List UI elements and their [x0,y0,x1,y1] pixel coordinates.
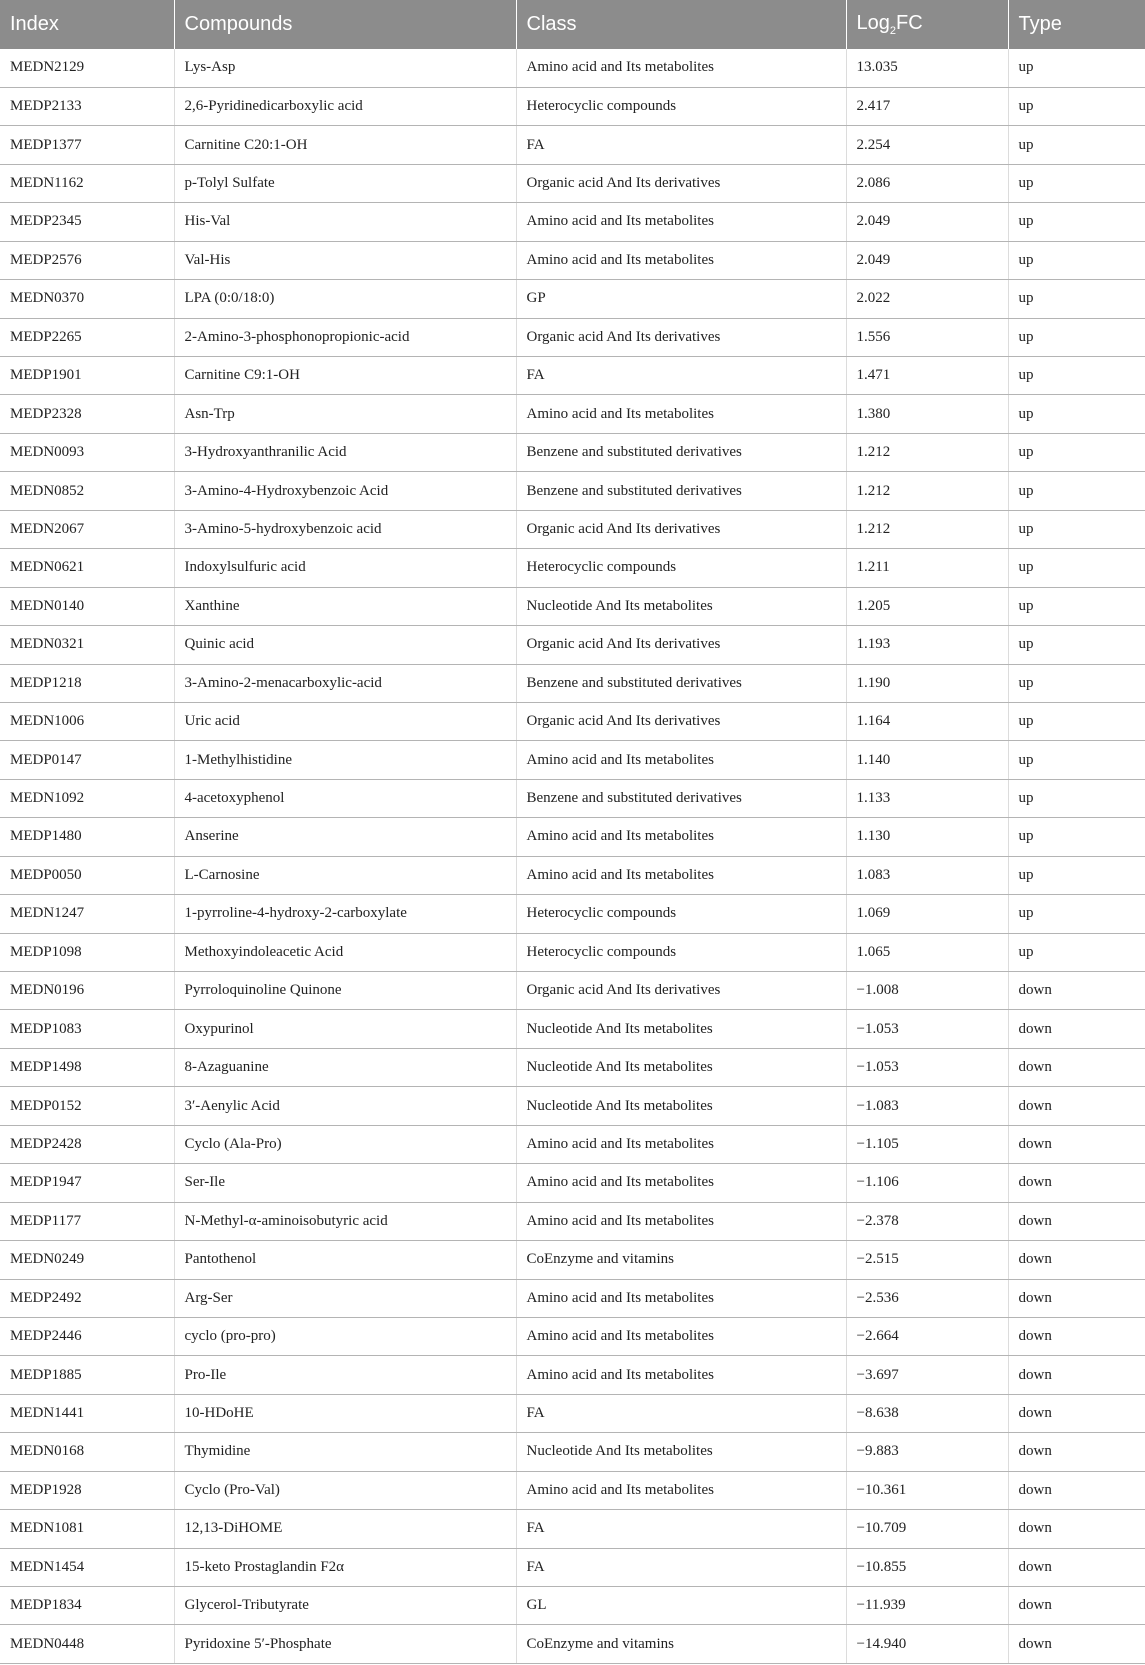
cell-type: down [1008,1548,1145,1586]
cell-log2fc: 2.086 [846,164,1008,202]
cell-class: FA [516,357,846,395]
header-log2fc-prefix: Log [856,12,890,34]
table-row [0,1048,1145,1086]
cell-type: down [1008,1356,1145,1394]
cell-type: up [1008,779,1145,817]
table-body [0,49,1145,1663]
cell-compound: 10-HDoHE [174,1394,516,1432]
table-row [0,87,1145,125]
cell-compound: Xanthine [174,587,516,625]
cell-type: up [1008,741,1145,779]
table-row [0,972,1145,1010]
table-row [0,164,1145,202]
cell-log2fc: −2.664 [846,1317,1008,1355]
cell-class: Amino acid and Its metabolites [516,203,846,241]
cell-compound: 15-keto Prostaglandin F2α [174,1548,516,1586]
cell-index: MEDN0140 [0,587,174,625]
cell-index: MEDN0621 [0,549,174,587]
cell-index: MEDN0168 [0,1433,174,1471]
cell-type: up [1008,87,1145,125]
cell-log2fc: −1.106 [846,1164,1008,1202]
cell-compound: Indoxylsulfuric acid [174,549,516,587]
cell-index: MEDN1006 [0,702,174,740]
cell-type: up [1008,357,1145,395]
table-row [0,318,1145,356]
cell-compound: Thymidine [174,1433,516,1471]
cell-index: MEDN2067 [0,510,174,548]
cell-compound: Anserine [174,818,516,856]
cell-type: down [1008,972,1145,1010]
cell-compound: Oxypurinol [174,1010,516,1048]
cell-log2fc: −3.697 [846,1356,1008,1394]
cell-index: MEDP0152 [0,1087,174,1125]
cell-log2fc: −2.536 [846,1279,1008,1317]
cell-type: up [1008,280,1145,318]
cell-class: Amino acid and Its metabolites [516,1317,846,1355]
cell-type: up [1008,395,1145,433]
cell-log2fc: 1.069 [846,895,1008,933]
header-log2fc-subscript: 2 [889,25,896,37]
cell-index: MEDP1480 [0,818,174,856]
cell-type: up [1008,49,1145,87]
cell-compound: Arg-Ser [174,1279,516,1317]
table-header [0,0,1145,49]
cell-log2fc: 1.065 [846,933,1008,971]
header-compounds: Compounds [174,0,516,49]
cell-type: up [1008,856,1145,894]
cell-log2fc: 2.022 [846,280,1008,318]
cell-log2fc: −2.515 [846,1241,1008,1279]
cell-type: down [1008,1241,1145,1279]
cell-index: MEDN0852 [0,472,174,510]
cell-type: up [1008,241,1145,279]
cell-log2fc: 1.193 [846,626,1008,664]
cell-type: down [1008,1317,1145,1355]
cell-index: MEDN0321 [0,626,174,664]
cell-log2fc: −11.939 [846,1587,1008,1625]
cell-class: FA [516,126,846,164]
cell-log2fc: 1.205 [846,587,1008,625]
cell-class: Heterocyclic compounds [516,87,846,125]
header-class: Class [516,0,846,49]
cell-class: Amino acid and Its metabolites [516,1471,846,1509]
table-row [0,1394,1145,1432]
cell-class: Amino acid and Its metabolites [516,856,846,894]
cell-compound: Ser-Ile [174,1164,516,1202]
cell-type: up [1008,126,1145,164]
cell-class: Amino acid and Its metabolites [516,395,846,433]
cell-type: up [1008,933,1145,971]
cell-log2fc: −1.105 [846,1125,1008,1163]
cell-index: MEDN0196 [0,972,174,1010]
cell-compound: L-Carnosine [174,856,516,894]
cell-class: Organic acid And Its derivatives [516,164,846,202]
cell-compound: Pro-Ile [174,1356,516,1394]
cell-class: Organic acid And Its derivatives [516,972,846,1010]
cell-index: MEDN0093 [0,433,174,471]
cell-type: up [1008,702,1145,740]
cell-class: FA [516,1510,846,1548]
cell-index: MEDP0050 [0,856,174,894]
cell-compound: 3-Amino-2-menacarboxylic-acid [174,664,516,702]
cell-log2fc: −2.378 [846,1202,1008,1240]
cell-type: down [1008,1510,1145,1548]
cell-class: Organic acid And Its derivatives [516,702,846,740]
table-row [0,280,1145,318]
table-row [0,49,1145,87]
cell-compound: Methoxyindoleacetic Acid [174,933,516,971]
cell-log2fc: 1.471 [846,357,1008,395]
cell-index: MEDP2265 [0,318,174,356]
cell-log2fc: 2.254 [846,126,1008,164]
cell-index: MEDP2446 [0,1317,174,1355]
cell-log2fc: 1.083 [846,856,1008,894]
header-index: Index [0,0,174,49]
table-row [0,433,1145,471]
cell-index: MEDP2328 [0,395,174,433]
cell-class: Amino acid and Its metabolites [516,1279,846,1317]
table-row [0,664,1145,702]
cell-index: MEDP1218 [0,664,174,702]
cell-index: MEDP2133 [0,87,174,125]
cell-index: MEDN1092 [0,779,174,817]
cell-log2fc: −10.855 [846,1548,1008,1586]
cell-log2fc: −14.940 [846,1625,1008,1663]
cell-log2fc: −1.053 [846,1048,1008,1086]
cell-type: down [1008,1125,1145,1163]
cell-index: MEDP1098 [0,933,174,971]
cell-index: MEDP1928 [0,1471,174,1509]
cell-index: MEDP2428 [0,1125,174,1163]
cell-class: Benzene and substituted derivatives [516,779,846,817]
cell-compound: Glycerol-Tributyrate [174,1587,516,1625]
cell-class: Benzene and substituted derivatives [516,472,846,510]
table-row [0,1087,1145,1125]
cell-log2fc: −1.008 [846,972,1008,1010]
cell-index: MEDP1177 [0,1202,174,1240]
cell-type: down [1008,1010,1145,1048]
table-row [0,1202,1145,1240]
cell-log2fc: 1.164 [846,702,1008,740]
cell-type: up [1008,549,1145,587]
cell-compound: 1-Methylhistidine [174,741,516,779]
header-log2fc [846,0,1008,49]
table-row [0,779,1145,817]
cell-class: Nucleotide And Its metabolites [516,1087,846,1125]
cell-class: Nucleotide And Its metabolites [516,1010,846,1048]
table-row [0,1125,1145,1163]
cell-log2fc: 1.211 [846,549,1008,587]
cell-class: Amino acid and Its metabolites [516,1164,846,1202]
table-row [0,510,1145,548]
cell-class: Organic acid And Its derivatives [516,510,846,548]
cell-compound: 3-Amino-4-Hydroxybenzoic Acid [174,472,516,510]
cell-type: down [1008,1048,1145,1086]
cell-compound: Quinic acid [174,626,516,664]
table-row [0,1625,1145,1663]
table-row [0,549,1145,587]
cell-index: MEDP1498 [0,1048,174,1086]
cell-compound: Uric acid [174,702,516,740]
cell-class: Nucleotide And Its metabolites [516,1048,846,1086]
cell-class: Organic acid And Its derivatives [516,318,846,356]
cell-type: up [1008,472,1145,510]
cell-log2fc: −10.361 [846,1471,1008,1509]
table-row [0,1587,1145,1625]
cell-class: Amino acid and Its metabolites [516,49,846,87]
cell-compound: His-Val [174,203,516,241]
cell-type: up [1008,510,1145,548]
table-row [0,1548,1145,1586]
table-row [0,203,1145,241]
table-row [0,895,1145,933]
cell-index: MEDN0448 [0,1625,174,1663]
cell-index: MEDP1901 [0,357,174,395]
table-row [0,472,1145,510]
cell-log2fc: 1.556 [846,318,1008,356]
cell-compound: Carnitine C20:1-OH [174,126,516,164]
cell-index: MEDP2492 [0,1279,174,1317]
table-row [0,1433,1145,1471]
cell-index: MEDP1834 [0,1587,174,1625]
cell-class: Amino acid and Its metabolites [516,1202,846,1240]
cell-index: MEDP1885 [0,1356,174,1394]
cell-compound: Cyclo (Pro-Val) [174,1471,516,1509]
cell-log2fc: 1.190 [846,664,1008,702]
cell-log2fc: 2.049 [846,241,1008,279]
cell-type: down [1008,1164,1145,1202]
cell-index: MEDN1441 [0,1394,174,1432]
cell-log2fc: 13.035 [846,49,1008,87]
cell-compound: Pyrroloquinoline Quinone [174,972,516,1010]
table-row [0,1356,1145,1394]
cell-class: Heterocyclic compounds [516,549,846,587]
cell-class: Amino acid and Its metabolites [516,818,846,856]
cell-index: MEDN0370 [0,280,174,318]
cell-class: CoEnzyme and vitamins [516,1241,846,1279]
cell-type: up [1008,895,1145,933]
table-row [0,1510,1145,1548]
cell-class: Nucleotide And Its metabolites [516,587,846,625]
header-type: Type [1008,0,1145,49]
cell-compound: 3′-Aenylic Acid [174,1087,516,1125]
cell-type: up [1008,587,1145,625]
table-row [0,1279,1145,1317]
cell-class: GP [516,280,846,318]
cell-index: MEDP1083 [0,1010,174,1048]
cell-class: Amino acid and Its metabolites [516,1356,846,1394]
cell-type: down [1008,1471,1145,1509]
cell-index: MEDN0249 [0,1241,174,1279]
cell-compound: Cyclo (Ala-Pro) [174,1125,516,1163]
cell-log2fc: 1.212 [846,433,1008,471]
cell-log2fc: 1.130 [846,818,1008,856]
table-row [0,241,1145,279]
cell-index: MEDP2576 [0,241,174,279]
cell-log2fc: −9.883 [846,1433,1008,1471]
table-row [0,1241,1145,1279]
cell-type: down [1008,1625,1145,1663]
cell-log2fc: −1.053 [846,1010,1008,1048]
cell-type: up [1008,164,1145,202]
cell-class: CoEnzyme and vitamins [516,1625,846,1663]
cell-compound: 3-Amino-5-hydroxybenzoic acid [174,510,516,548]
cell-compound: Lys-Asp [174,49,516,87]
cell-class: Organic acid And Its derivatives [516,626,846,664]
cell-class: FA [516,1394,846,1432]
cell-log2fc: −10.709 [846,1510,1008,1548]
cell-class: Heterocyclic compounds [516,933,846,971]
cell-log2fc: 1.212 [846,472,1008,510]
cell-type: up [1008,626,1145,664]
cell-compound: Val-His [174,241,516,279]
cell-index: MEDN1081 [0,1510,174,1548]
cell-compound: 1-pyrroline-4-hydroxy-2-carboxylate [174,895,516,933]
cell-type: down [1008,1433,1145,1471]
cell-type: up [1008,433,1145,471]
cell-log2fc: −8.638 [846,1394,1008,1432]
cell-compound: p-Tolyl Sulfate [174,164,516,202]
cell-class: Benzene and substituted derivatives [516,664,846,702]
cell-compound: Pantothenol [174,1241,516,1279]
cell-log2fc: 1.140 [846,741,1008,779]
cell-compound: Carnitine C9:1-OH [174,357,516,395]
cell-type: down [1008,1202,1145,1240]
table-row [0,626,1145,664]
table-row [0,395,1145,433]
cell-log2fc: 2.049 [846,203,1008,241]
cell-class: Amino acid and Its metabolites [516,741,846,779]
cell-index: MEDP1377 [0,126,174,164]
cell-type: up [1008,818,1145,856]
table-row [0,856,1145,894]
table-row [0,126,1145,164]
cell-class: GL [516,1587,846,1625]
cell-type: up [1008,203,1145,241]
cell-compound: 2,6-Pyridinedicarboxylic acid [174,87,516,125]
header-log2fc-suffix: FC [896,12,923,34]
cell-compound: 2-Amino-3-phosphonopropionic-acid [174,318,516,356]
cell-compound: 4-acetoxyphenol [174,779,516,817]
table-row [0,357,1145,395]
table-row [0,1317,1145,1355]
cell-compound: 3-Hydroxyanthranilic Acid [174,433,516,471]
table-row [0,818,1145,856]
cell-type: down [1008,1394,1145,1432]
cell-class: Heterocyclic compounds [516,895,846,933]
cell-class: Amino acid and Its metabolites [516,241,846,279]
cell-log2fc: −1.083 [846,1087,1008,1125]
cell-class: Nucleotide And Its metabolites [516,1433,846,1471]
cell-compound: Pyridoxine 5′-Phosphate [174,1625,516,1663]
cell-class: Benzene and substituted derivatives [516,433,846,471]
cell-compound: N-Methyl-α-aminoisobutyric acid [174,1202,516,1240]
cell-log2fc: 1.380 [846,395,1008,433]
table-row [0,1471,1145,1509]
table-row [0,702,1145,740]
cell-index: MEDN1454 [0,1548,174,1586]
table-row [0,587,1145,625]
cell-class: FA [516,1548,846,1586]
cell-type: up [1008,318,1145,356]
cell-compound: LPA (0:0/18:0) [174,280,516,318]
cell-log2fc: 2.417 [846,87,1008,125]
cell-compound: 12,13-DiHOME [174,1510,516,1548]
cell-index: MEDN2129 [0,49,174,87]
table-row [0,1010,1145,1048]
table-row [0,1164,1145,1202]
cell-log2fc: 1.133 [846,779,1008,817]
cell-index: MEDP0147 [0,741,174,779]
cell-type: down [1008,1587,1145,1625]
cell-log2fc: 1.212 [846,510,1008,548]
cell-compound: Asn-Trp [174,395,516,433]
header-row [0,0,1145,49]
cell-type: down [1008,1279,1145,1317]
cell-index: MEDN1247 [0,895,174,933]
cell-index: MEDN1162 [0,164,174,202]
table-row [0,741,1145,779]
cell-type: down [1008,1087,1145,1125]
cell-type: up [1008,664,1145,702]
cell-index: MEDP2345 [0,203,174,241]
cell-index: MEDP1947 [0,1164,174,1202]
table-row [0,933,1145,971]
cell-compound: 8-Azaguanine [174,1048,516,1086]
cell-class: Amino acid and Its metabolites [516,1125,846,1163]
cell-compound: cyclo (pro-pro) [174,1317,516,1355]
